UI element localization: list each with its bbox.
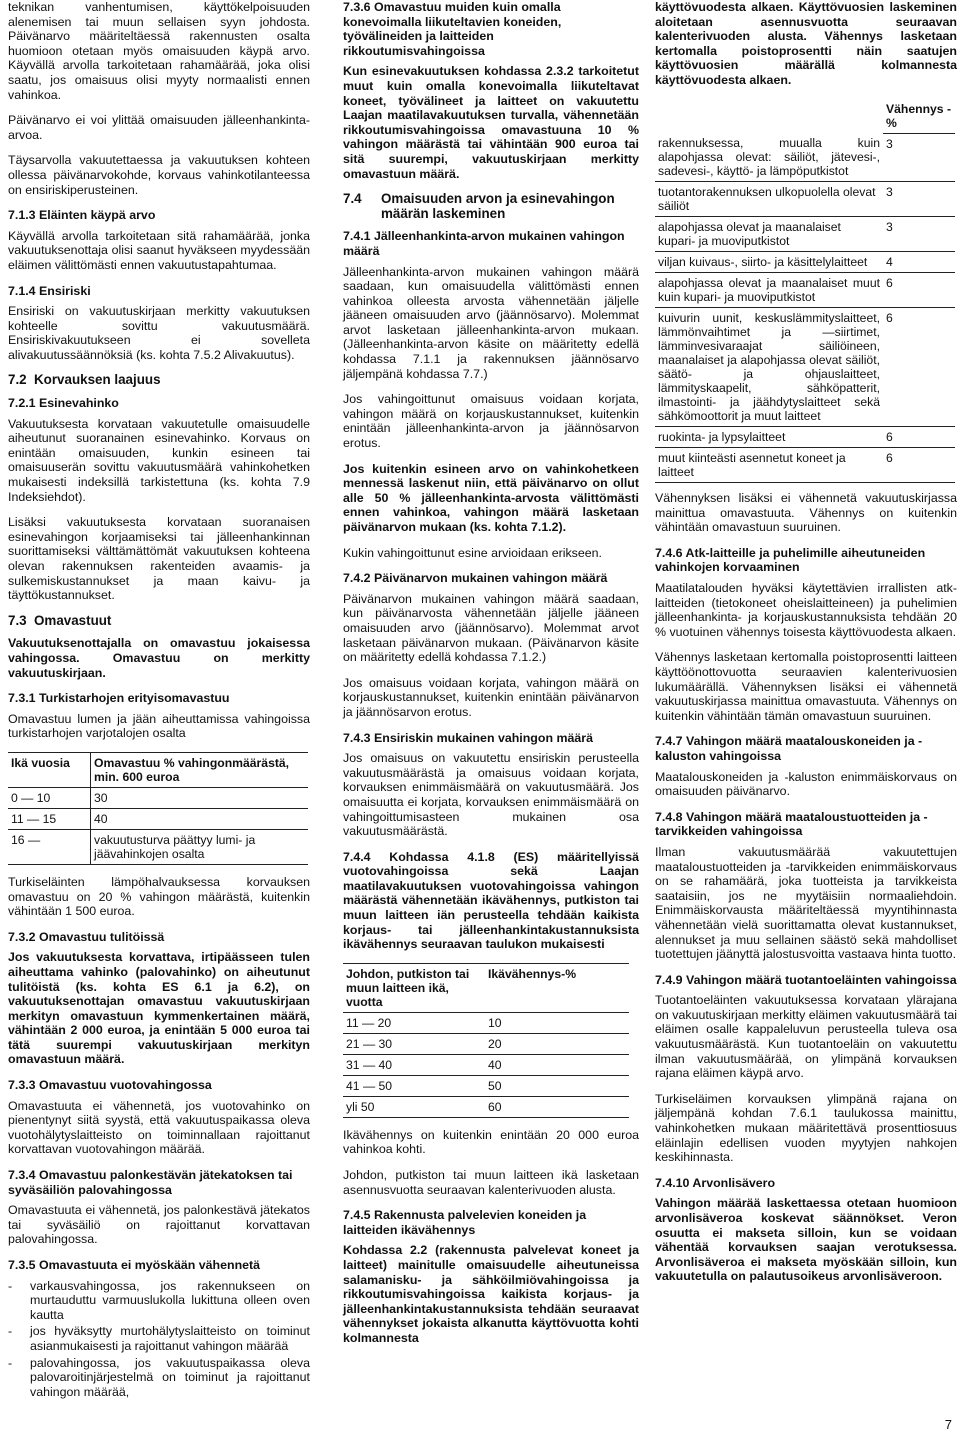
table-cell: 3 bbox=[883, 182, 955, 217]
table-header-cell: Johdon, putkiston tai muun laitteen ikä, vuotta bbox=[343, 963, 485, 1012]
page-number: 7 bbox=[944, 1417, 952, 1432]
section-heading: 7.3.5 Omavastuuta ei myöskään vähennetä bbox=[8, 1258, 261, 1272]
table-cell: rakennuksessa, muualla kuin alapohjassa olevat: säiliöt, jätevesi-, sadevesi-, käyttö- ja lämpöputkistot bbox=[655, 133, 883, 182]
table-cell: 40 bbox=[485, 1054, 629, 1075]
paragraph: Täysarvolla vakuutettaessa ja vakuutuksen kohteen ollessa päivänarvokohde, korvaus vahinkotilanteessa on ensiriskiperusteinen. bbox=[8, 153, 310, 197]
section-heading: 7.4.1 Jälleenhankinta-arvon mukainen vahingon määrä bbox=[343, 229, 625, 258]
table-cell: 11 — 20 bbox=[343, 1012, 485, 1033]
paragraph: Jos vakuutuksesta korvattava, irtipäässeen tulen aiheuttama vahinko (palovahinko) on aiheutunut tulitöistä (ks. kohta ES 6.1 ja 6.2), on vakuutuksenottajan omavastuu vakuutuskirjaan merkityn omavastuun kymmenkertainen määrä, vähintään 2 000 euroa, ja enintään 5 000 euroa tai tätä suurempi vakuutuskirjaan merkityn omavastuun määrä. bbox=[8, 950, 310, 1067]
chapter-heading bbox=[8, 373, 310, 388]
paragraph: Ensiriski on vakuutuskirjaan merkitty vakuutuksen kohteelle sovittu vakuutusmäärä. Ensiriskivakuutukseen ei sovelleta alivakuutussäännöksiä (ks. kohta 7.5.2 Alivakuutus). bbox=[8, 304, 310, 362]
table-header-row bbox=[8, 752, 308, 787]
table-row bbox=[655, 252, 955, 273]
table-row bbox=[343, 1012, 629, 1033]
paragraph: Omavastuuta ei vähennetä, jos vuotovahinko on pienentynyt siitä syystä, että vakuutuspaikassa oleva vuotohälytyslaitteisto on toiminnallaan rajoittanut korvattavan vuotovahingon määrää. bbox=[8, 1098, 310, 1157]
table-cell: 11 — 15 bbox=[8, 808, 91, 829]
paragraph: Tuotantoeläinten vakuutuksessa korvataan ylärajana on vakuutuskirjaan merkitty eläimen vakuutusmäärä tai eläimen osalle kappaleluvun perusteella tuleva osa vakuutusmäärästä. Kun tuotantoeläin on vakuutettu ilman vakuutusmäärää, on ylimpänä korvauksen rajana eläimen käypä arvo. bbox=[655, 993, 957, 1081]
paragraph: Vakuutuksesta korvataan vakuutetulle omaisuudelle aiheutunut suoranainen esinevahinko. Korvaus on enintään omaisuuden, kunkin esineen tai omaisuuserän sovittu vakuutusmäärä vahinkohetken mukaisesti indeksillä tarkistettuna (ks. kohta 7.9 Indeksiehdot). bbox=[8, 416, 310, 504]
paragraph: Maatalouskoneiden ja -kaluston enimmäiskorvaus on omaisuuden päivänarvo. bbox=[655, 769, 957, 799]
section-heading: 7.4.9 Vahingon määrä tuotantoeläinten vahingoissa bbox=[655, 972, 957, 987]
table-row bbox=[343, 1096, 629, 1117]
table-cell: yli 50 bbox=[343, 1096, 485, 1117]
table-cell: 21 — 30 bbox=[343, 1033, 485, 1054]
paragraph: Kukin vahingoittunut esine arvioidaan erikseen. bbox=[343, 545, 602, 560]
table-cell: ruokinta- ja lypsylaitteet bbox=[655, 427, 883, 448]
section-heading: 7.4.8 Vahingon määrä maataloustuotteiden ja -tarvikkeiden vahingoissa bbox=[655, 809, 928, 839]
chapter-title: Omavastuut bbox=[34, 612, 112, 628]
paragraph: Käyvällä arvolla tarkoitetaan sitä rahamäärää, jonka vakuutuksenottaja olisi saanut hyväkseen myydessään eläimen välittömästi ennen vakuutustapahtumaa. bbox=[8, 228, 310, 272]
table-header-row bbox=[343, 963, 629, 1012]
section-heading: 7.3.6 Omavastuu muiden kuin omalla konevoimalla liikuteltavien koneiden, työvälineiden ja laitteiden rikkoutumisvahingoissa bbox=[343, 0, 562, 58]
table-cell: 20 bbox=[485, 1033, 629, 1054]
table-cell: 4 bbox=[883, 252, 955, 273]
paragraph: Kohdassa 2.2 (rakennusta palvelevat koneet ja laitteet) mainitulle omaisuudelle aiheutuneissa salamanisku- ja sähköilmiövahingoissa ja rikkoutumisvahingoissa kaikista korjaus- ja jälleenhankintakustannuksista tehdään seuraavat vähennykset jokaista alkanutta käyttövuotta kohti kolmannesta bbox=[343, 1243, 639, 1345]
table-header-cell: Vähennys -% bbox=[883, 99, 955, 134]
table-cell: 30 bbox=[91, 787, 309, 808]
exception-list bbox=[8, 1279, 310, 1400]
chapter-number: 7.3 bbox=[8, 612, 27, 628]
paragraph: Jos kuitenkin esineen arvo on vahinkohetkeen mennessä laskenut niin, että päivänarvo on ollut alle 50 % jälleenhankinta-arvosta välittömästi ennen vahinkoa, vahingon määrä lasketaan päivänarvon mukaan (ks. kohta 7.1.2). bbox=[343, 461, 639, 534]
table-cell: kuivurin uunit, keskuslämmityslaitteet, lämmönvaihtimet ja —siirtimet, lämminvesivaraajat säiliöineen, maanalaiset ja alapohjassa olevat säiliöt, säätö- ja ohjauslaitteet, lämmityskaapelit, sähköpatterit, ilmastointi- ja jäähdytyslaitteet sekä sähkömoottorit ja muut laitteet bbox=[655, 308, 883, 427]
section-heading: 7.4.5 Rakennusta palvelevien koneiden ja laitteiden ikävähennys bbox=[343, 1208, 587, 1237]
table-row bbox=[343, 1033, 629, 1054]
chapter-heading bbox=[343, 192, 639, 221]
table-cell: 0 — 10 bbox=[8, 787, 91, 808]
chapter-number: 7.4 bbox=[343, 191, 362, 207]
deductible-table bbox=[8, 752, 308, 865]
paragraph-bold: käyttövuodesta alkaen. Käyttövuosien laskeminen aloitetaan asennusvuotta seuraavan kalenterivuoden alusta. Vähennys lasketaan kertomalla poistoprosentti näin saatujen käyttövuosien määrällä kolmannesta käyttövuodesta alkaen. bbox=[655, 0, 957, 87]
paragraph: Lisäksi vakuutuksesta korvataan suoranaisen esinevahingon korjaamiseksi tai jälleenhankinnan suorittamiseksi välttämättömät vakuutuksen kohteena olevan rakennuksen rakenteiden avaamis- ja sulkemiskustannukset ja maan kaivu- ja täyttökustannukset. bbox=[8, 515, 310, 603]
table-cell: 60 bbox=[485, 1096, 629, 1117]
paragraph: Johdon, putkiston tai muun laitteen ikä lasketaan asennusvuotta seuraavan kalenterivuoden alusta. bbox=[343, 1168, 639, 1197]
section-heading: 7.3.2 Omavastuu tulitöissä bbox=[8, 929, 165, 944]
list-item: - jos hyväksytty murtohälytyslaitteisto on toiminut asianmukaisesti ja rajoittanut vahingon määrää bbox=[8, 1324, 310, 1353]
paragraph: Jos omaisuus voidaan korjata, vahingon määrä on korjauskustannukset, kuitenkin enintään päivänarvon ja jäännösarvon erotus. bbox=[343, 675, 639, 719]
paragraph: Jälleenhankinta-arvon mukainen vahingon määrä saadaan, kun omaisuudella välittömästi ennen vahinkoa olleesta arvosta vähennetään jäljelle jääneen omaisuuden arvo (jäännösarvo). Molemmat arvot lasketaan jälleenhankinta-arvon mukaan. (Jälleenhankinta-arvon käsite on määritetty edellä kohdassa 7.1.1 ja rakennuksen jäännösarvo jäljempänä kohdassa 7.7.) bbox=[343, 264, 639, 381]
paragraph: Kun esinevakuutuksen kohdassa 2.3.2 tarkoitetut muut kuin omalla konevoimalla liikuteltavat koneet, työvälineet ja laitteet on vakuutettu Laajan maatilavakuutuksen turvalla, vähennetään rikkoutumisvahingoissa omavastuuna 10 % vahingon määrästä tai vähintään 900 euroa tai sitä suurempi, vakuutuskirjaan merkitty omavastuun määrä. bbox=[343, 64, 639, 181]
table-row bbox=[655, 273, 955, 308]
paragraph: Omavastuu lumen ja jään aiheuttamissa vahingoissa turkistarhojen varjotalojen osalta bbox=[8, 711, 310, 741]
table-cell: 6 bbox=[883, 308, 955, 427]
chapter-title: Korvauksen laajuus bbox=[34, 372, 161, 388]
section-heading: 7.4.2 Päivänarvon mukainen vahingon määrä bbox=[343, 571, 608, 586]
table-row bbox=[343, 1075, 629, 1096]
list-item: - palovahingossa, jos vakuutuspaikassa oleva palovaroitinjärjestelmä on toiminut ja rajoittanut vahingon määrää, bbox=[8, 1356, 310, 1400]
paragraph: Turkiseläinten lämpöhalvauksessa korvauksen omavastuu on 20 % vahingon määrästä, kuitenkin vähintään 1 500 euroa. bbox=[8, 874, 310, 919]
paragraph: Turkiseläimen korvauksen ylimpänä rajana on jäljempänä kohdan 7.6.1 taulukossa mainittu, vahinkohetken mukaan määritettävä prosenttiosuus eläinlajin edellisen vuoden myytyjen nahkojen keskihinnasta. bbox=[655, 1091, 957, 1165]
paragraph bbox=[655, 0, 957, 88]
paragraph: Ikävähennys on kuitenkin enintään 20 000 euroa vahinkoa kohti. bbox=[343, 1127, 639, 1157]
paragraph: Jos vahingoittunut omaisuus voidaan korjata, vahingon määrä on korjauskustannukset, kuitenkin enintään jälleenhankinta-arvon ja jäännösarvon erotus. bbox=[343, 392, 639, 451]
paragraph: teknikan vanhentumisen, käyttökelpoisuuden alenemisen tai muun sellaisen syyn johdosta. Päivänarvo määriteltäessä rakennusten osalta huomioon otetaan myös omaisuuden käypä arvo. Käyvällä arvolla tarkoitetaan rahamäärää, joka olisi saatu, jos omaisuus olisi myyty normaalisti ennen vahinkoa. bbox=[8, 0, 310, 102]
paragraph: Päivänarvo ei voi ylittää omaisuuden jälleenhankinta-arvoa. bbox=[8, 113, 310, 142]
list-item: - varkausvahingossa, jos rakennukseen on murtauduttu varmuuslukolla lukittuna olleen oven kautta bbox=[8, 1279, 310, 1323]
section-heading: 7.1.4 Ensiriski bbox=[8, 283, 91, 298]
table-cell: alapohjassa olevat ja maanalaiset kupari- ja muoviputkistot bbox=[655, 217, 883, 252]
paragraph: Vakuutuksenottajalla on omavastuu jokaisessa vahingossa. Omavastuu on merkitty vakuutuskirjaan. bbox=[8, 636, 310, 680]
paragraph: Vähennys lasketaan kertomalla poistoprosentti laitteen käyttöönottovuotta seuraavien kalenterivuosien lukumäärällä. Vähennyksen lisäksi ei vähennetä vakuutuskirjassa mainittua omavastuuta. Vähennys on kuitenkin vähintään tämän omavastuun suuruinen. bbox=[655, 650, 957, 723]
paragraph: Jos omaisuus on vakuutettu ensiriskin perusteella vakuutusmäärästä ja omaisuus voidaan korjata, korvauksen enimmäismäärä on vakuutusmäärä. Jos omaisuutta ei korjata, korvauksen enimmäismäärä on vahingoittumisasteen mukainen osa vakuutusmäärästä. bbox=[343, 751, 639, 839]
table-cell: 3 bbox=[883, 133, 955, 182]
table-cell: 41 — 50 bbox=[343, 1075, 485, 1096]
table-row bbox=[8, 829, 308, 864]
table-row bbox=[655, 448, 955, 483]
table-header-cell: Ikävähennys-% bbox=[485, 963, 629, 1012]
paragraph: Ilman vakuutusmäärää vakuutettujen maataloustuotteiden ja -tarvikkeiden enimmäiskorvaus on se rahamäärä, joka tuotteista ja tarvikkeista saataisiin, jos ne myytäisiin normaaliehdoin. Enimmäiskorvausta määriteltäessä myyntihinnasta vähennetään vielä suorittamatta olevat kustannukset, alennukset ja muu sellainen säästö sekä mahdolliset tuotettujen jäänyttä jalostusvoitta vastaava hinta tuotto. bbox=[655, 844, 957, 962]
column-1 bbox=[8, 0, 310, 1401]
column-2 bbox=[343, 0, 639, 1357]
table-cell: vakuutusturva päättyy lumi- ja jäävahinkojen osalta bbox=[91, 829, 309, 864]
table-header-cell: Ikä vuosia bbox=[8, 752, 91, 787]
table-cell: 16 — bbox=[8, 829, 91, 864]
section-heading: 7.2.1 Esinevahinko bbox=[8, 396, 119, 411]
paragraph: Maatilatalouden hyväksi käytettävien irrallisten atk-laitteiden (tietokoneet oheislaitteineen) ja puhelimien jälleenhankinta- ja korjauskustannuksista tehdään 20 % vuotuinen vähennys toisesta käyttövuodesta alkaen. bbox=[655, 581, 957, 639]
table-row bbox=[8, 808, 308, 829]
table-header-cell: Omavastuu % vahingonmäärästä, min. 600 euroa bbox=[91, 752, 309, 787]
table-cell: 6 bbox=[883, 427, 955, 448]
table-cell: 31 — 40 bbox=[343, 1054, 485, 1075]
section-heading: 7.3.1 Turkistarhojen erityisomavastuu bbox=[8, 691, 230, 706]
section-heading: 7.1.3 Eläinten käypä arvo bbox=[8, 208, 156, 223]
table-cell: viljan kuivaus-, siirto- ja käsittelylaitteet bbox=[655, 252, 883, 273]
table-cell: muut kiinteästi asennetut koneet ja laitteet bbox=[655, 448, 883, 483]
table-row bbox=[343, 1054, 629, 1075]
section-heading: 7.4.10 Arvonlisävero bbox=[655, 1175, 776, 1190]
section-heading: 7.4.6 Atk-laitteille ja puhelimille aiheutuneiden vahinkojen korvaaminen bbox=[655, 545, 926, 575]
chapter-title: Omaisuuden arvon ja esinevahingon määrän laskeminen bbox=[381, 191, 615, 221]
paragraph: Vähennyksen lisäksi ei vähennetä vakuutuskirjassa mainittua omavastuuta. Vähennys on kuitenkin vähintään omavastuun suuruinen. bbox=[655, 491, 957, 535]
table-cell: 50 bbox=[485, 1075, 629, 1096]
table-cell: 40 bbox=[91, 808, 309, 829]
table-cell: tuotantorakennuksen ulkopuolella olevat säiliöt bbox=[655, 182, 883, 217]
section-heading: 7.4.3 Ensiriskin mukainen vahingon määrä bbox=[343, 730, 593, 745]
table-row bbox=[655, 133, 955, 182]
table-header-cell bbox=[655, 99, 883, 134]
table-cell: 6 bbox=[883, 448, 955, 483]
paragraph: Vahingon määrää laskettaessa otetaan huomioon arvonlisäveroa koskevat säännökset. Veron osuutta ei makseta silloin, kun se voidaan vähentää korvauksen saajan verotuksessa. Arvonlisäveroa ei makseta myöskään silloin, kun vakuutetulla on palautusoikeus arvonlisäveroon. bbox=[655, 1196, 957, 1284]
table-cell: 6 bbox=[883, 273, 955, 308]
paragraph: Päivänarvon mukainen vahingon määrä saadaan, kun päivänarvosta vähennetään jäljelle jääneen omaisuuden arvo (jäännösarvo). Molemmat arvot lasketaan päivänarvon mukaan. (Päivänarvon käsite on määritetty edellä kohdassa 7.1.2.) bbox=[343, 591, 639, 665]
depreciation-table bbox=[655, 99, 955, 484]
section-heading: 7.4.4 Kohdassa 4.1.8 (ES) määritellyissä vuotovahingoissa sekä Laajan maatilavakuutuksen vuotovahingoissa vahingon määrästä vähennetään ikävähennys, putkiston tai muun laitteen iän perusteella tehdään kaikista korjaus- tai jälleenhankintakustannuksista ikävähennys seuraavan taulukon mukaisesti bbox=[343, 849, 639, 952]
paragraph: Omavastuuta ei vähennetä, jos palonkestävä jätekatos tai syväsäiliö on rajoittanut korvattavan palovahingossa. bbox=[8, 1203, 310, 1247]
section-heading: 7.4.7 Vahingon määrä maatalouskoneiden ja -kaluston vahingoissa bbox=[655, 734, 923, 763]
table-cell: 3 bbox=[883, 217, 955, 252]
section-heading: 7.3.3 Omavastuu vuotovahingossa bbox=[8, 1078, 212, 1093]
table-row bbox=[655, 217, 955, 252]
table-row bbox=[655, 427, 955, 448]
chapter-heading bbox=[8, 614, 310, 629]
table-row bbox=[8, 787, 308, 808]
chapter-number: 7.2 bbox=[8, 372, 27, 388]
table-row bbox=[655, 308, 955, 427]
table-cell: alapohjassa olevat ja maanalaiset muut kuin kupari- ja muoviputkistot bbox=[655, 273, 883, 308]
table-cell: 10 bbox=[485, 1012, 629, 1033]
section-heading: 7.3.4 Omavastuu palonkestävän jätekatoksen tai syväsäiliön palovahingossa bbox=[8, 1168, 293, 1197]
column-3 bbox=[655, 0, 957, 1295]
table-header-row bbox=[655, 99, 955, 134]
age-deduction-table bbox=[343, 963, 629, 1118]
table-row bbox=[655, 182, 955, 217]
